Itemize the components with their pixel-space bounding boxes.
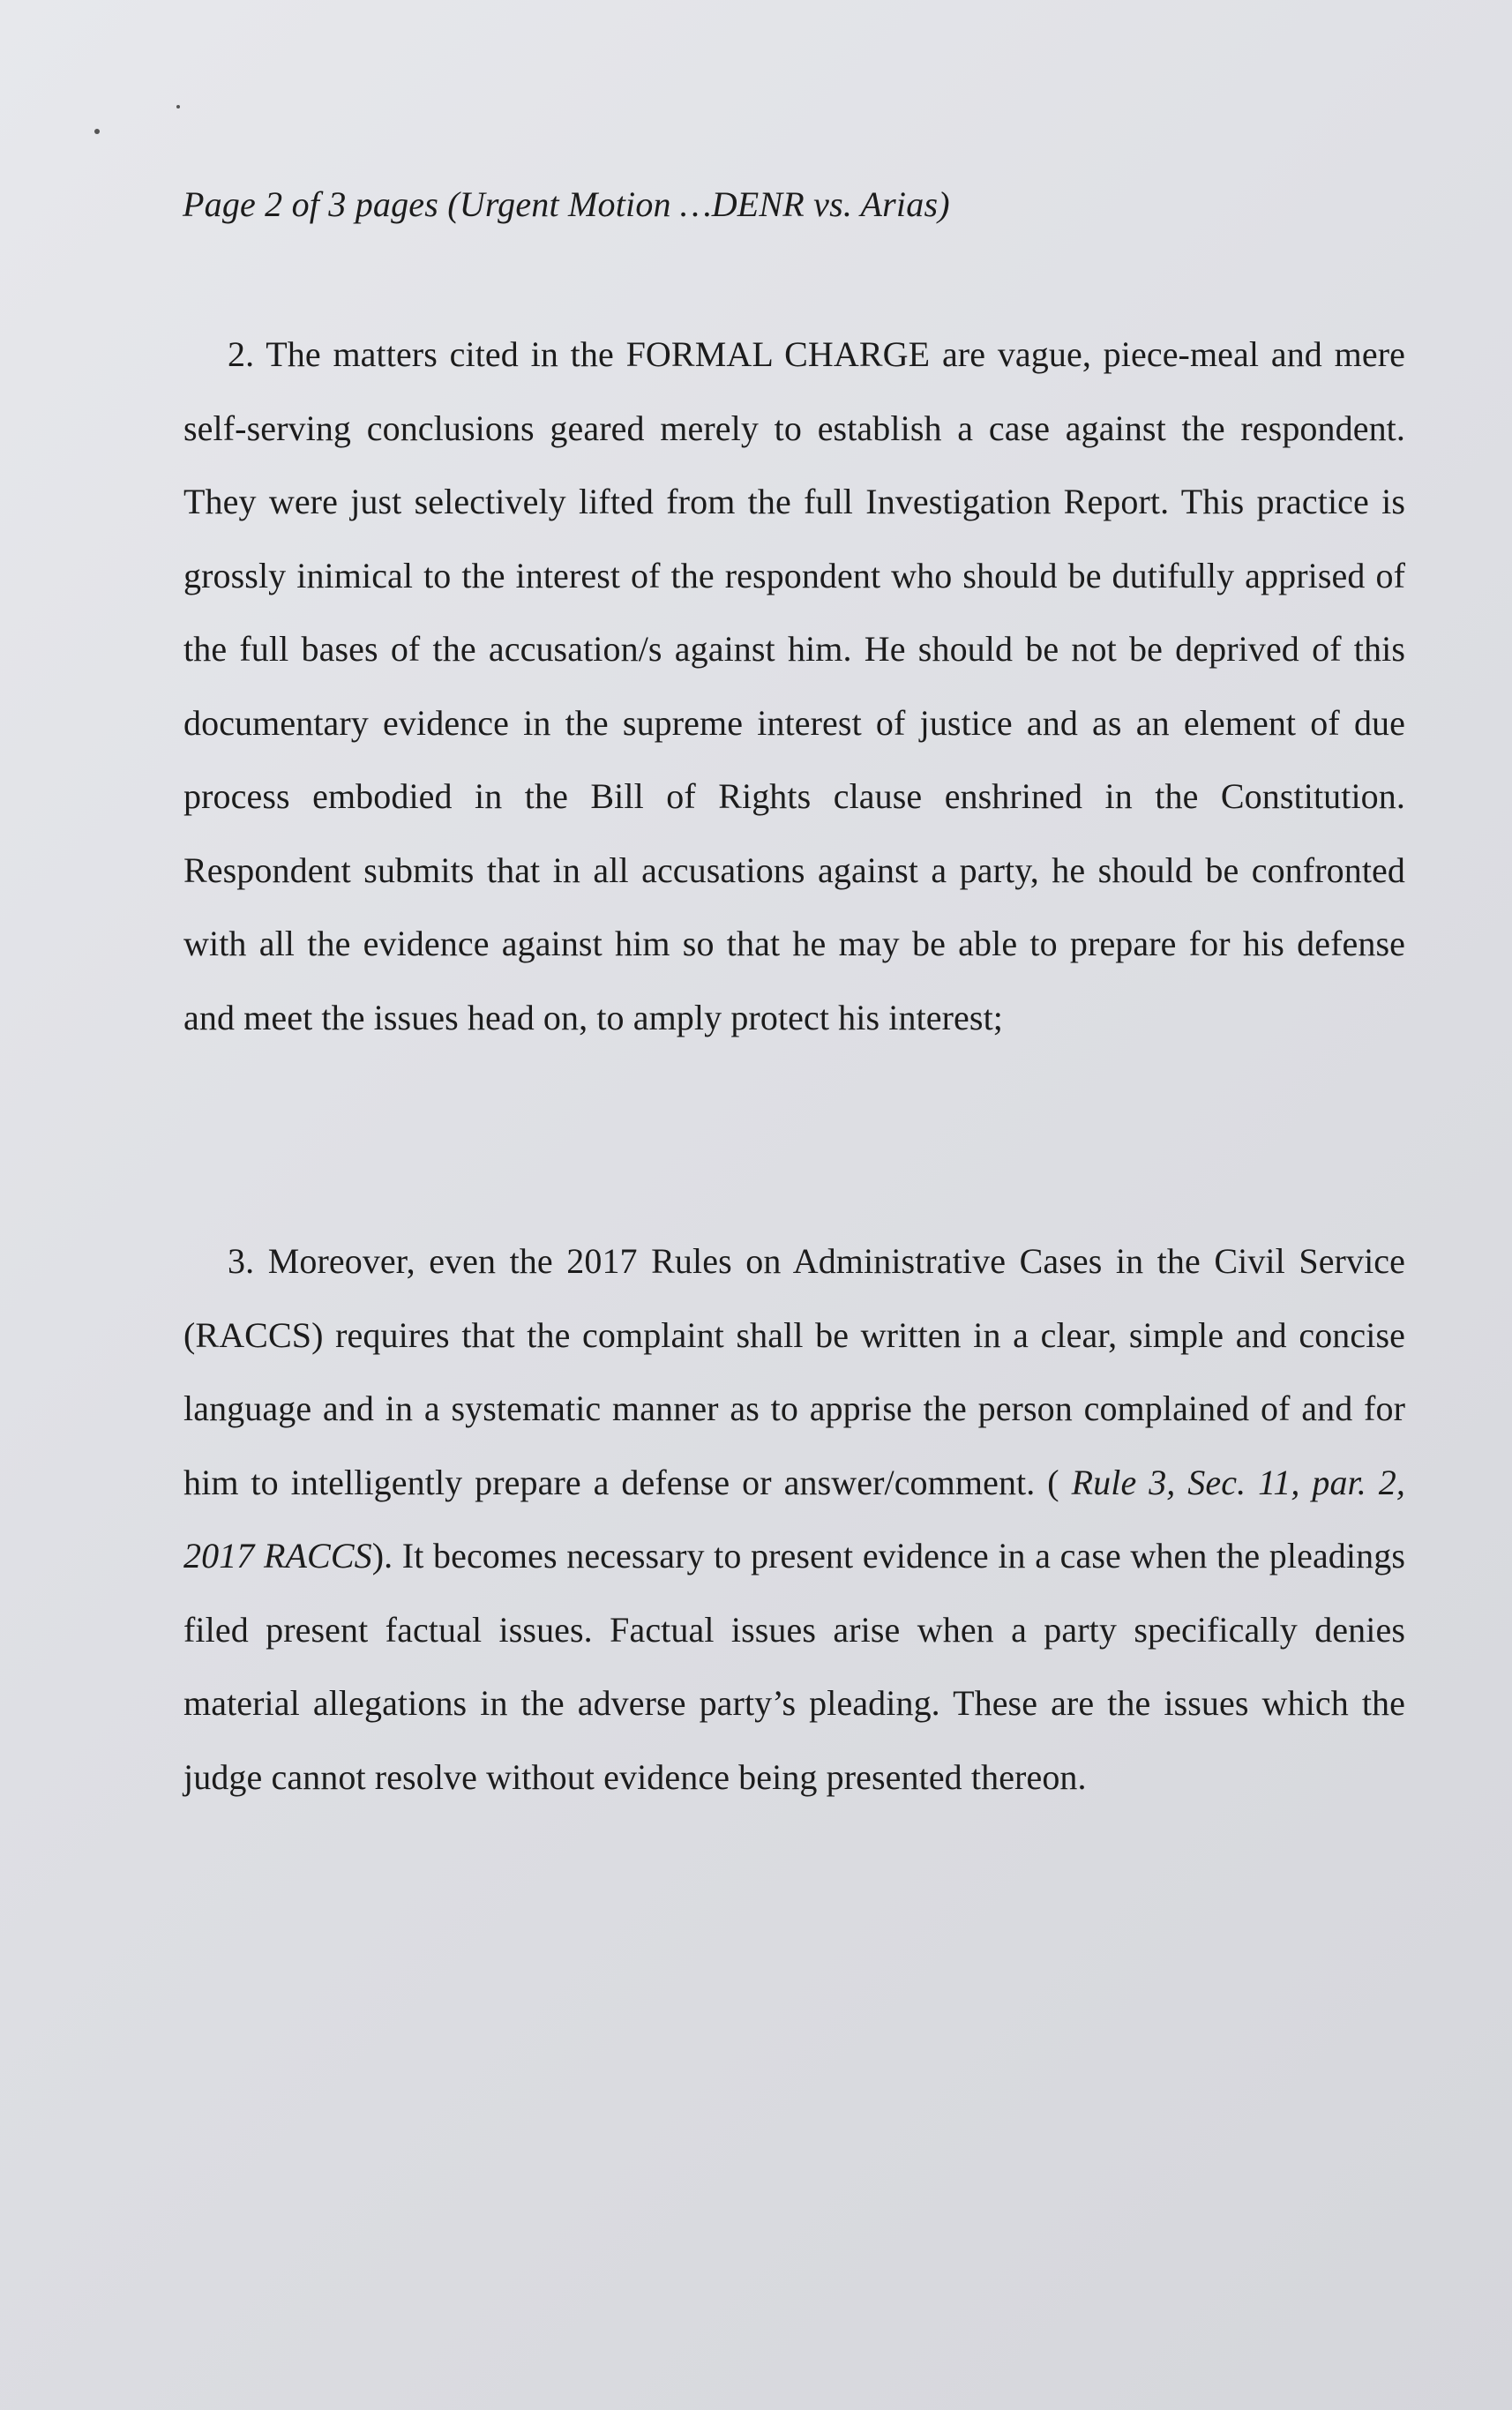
page-header — [183, 183, 950, 225]
case-reference: (Urgent Motion …DENR vs. Arias) — [438, 184, 950, 224]
rule-citation: Rule 3, Sec. 11, par. 2, 2017 RACCS — [183, 1462, 1406, 1575]
paragraph-3 — [183, 1224, 1405, 1814]
paragraph-3-text-b: ). It becomes necessary to present evidence in a case when the pleadings filed present factual issues. Factual issues arise when a party specifically denies material allegations in the adverse party’s pleading. These are the issues which the judge cannot resolve without evidence being presented thereon. — [183, 1536, 1405, 1797]
paragraph-2: 2. The matters cited in the FORMAL CHARGE are vague, piece-meal and mere self-serving conclusions geared merely to establish a case against the respondent. They were just selectively lifted from the full Investigation Report. This practice is grossly inimical to the interest of the respondent who should be dutifully apprised of the full bases of the accusation/s against him. He should be not be deprived of this documentary evidence in the supreme interest of justice and as an element of due process embodied in the Bill of Rights clause enshrined in the Constitution. Respondent submits that in all accusations against a party, he should be confronted with all the evidence against him so that he may be able to prepare for his defense and meet the issues head on, to amply protect his interest; — [183, 334, 1405, 1037]
ink-speck — [94, 129, 100, 134]
paragraph-3-text-a: 3. Moreover, even the 2017 Rules on Administrative Cases in the Civil Service (RACCS) requires that the complaint shall be written in a clear, simple and concise language and in a systematic manner as to apprise the person complained of and for him to intelligently prepare a defense or answer/comment. ( — [183, 1241, 1405, 1502]
page-number-text: Page 2 of 3 pages — [183, 184, 439, 224]
ink-speck — [176, 105, 180, 109]
